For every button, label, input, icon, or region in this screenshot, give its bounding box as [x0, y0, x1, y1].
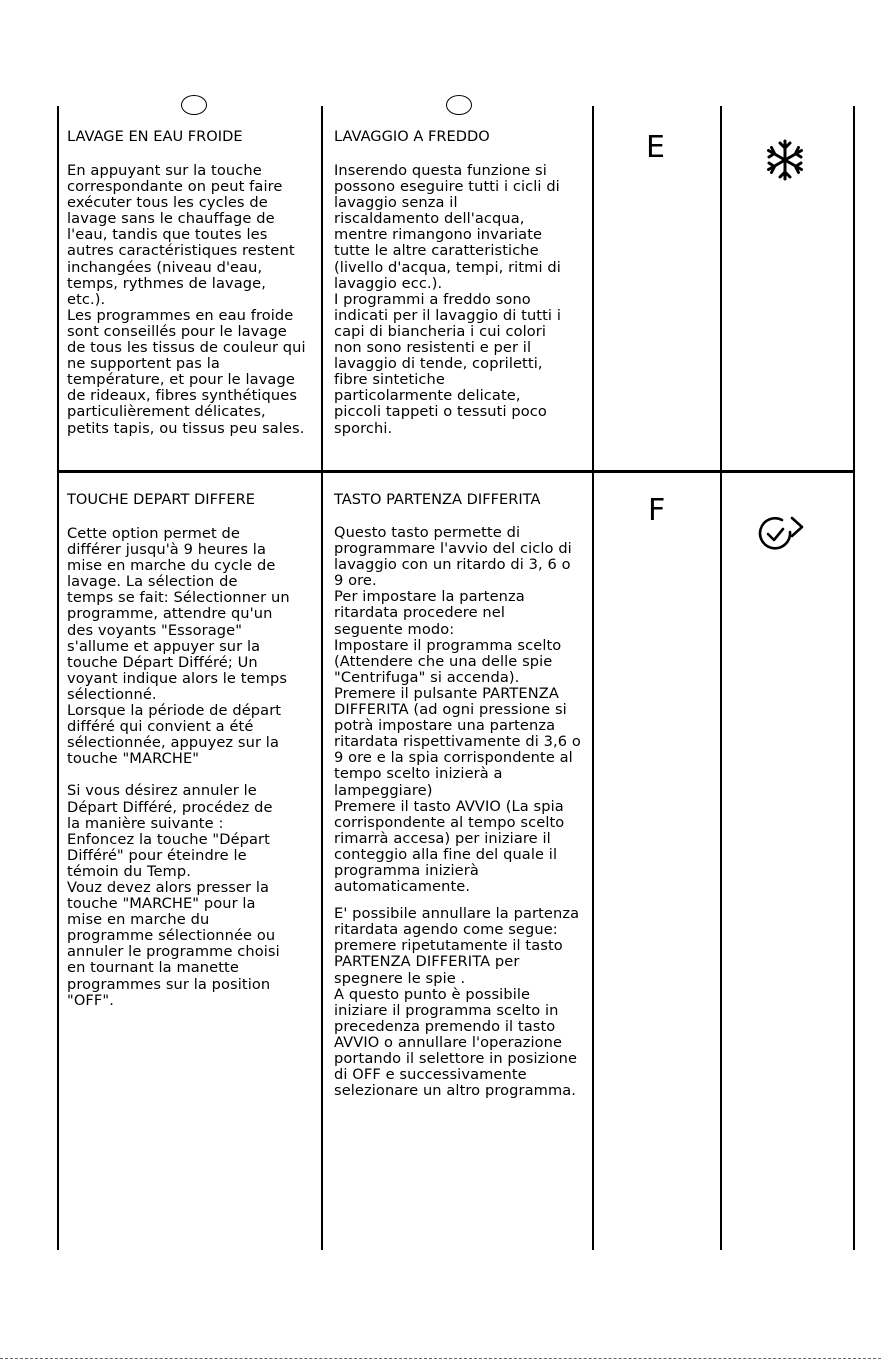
- row-f-italian-body: Questo tasto permette di programmare l'avvio del ciclo di lavaggio con un ritardo di 3, 6 o 9 ore. Per impostare la partenza ritardata procedere nel seguente modo: Impostare il programma scelto (Attendere che una delle spie "Centrifuga" si accenda). Premere il pulsante PARTENZA DIFFERITA (ad ogni pressione si potrà impostare una partenza ritardata rispettivamente di 3,6 o 9 ore e la spia corrispondente al tempo scelto inizierà a lampeggiare) Premere il tasto AVVIO (La spia corrispondente al tempo scelto rimarrà accesa) per iniziare il conteggio alla fine del quale il programma inizierà automaticamente.: [334, 524, 581, 896]
- snowflake-icon: [763, 138, 807, 182]
- row-e-italian-title: LAVAGGIO A FREDDO: [334, 128, 490, 145]
- cut-line: [0, 1358, 881, 1359]
- column-rule-2: [321, 106, 323, 1250]
- row-e-french-title: LAVAGE EN EAU FROIDE: [67, 128, 243, 145]
- column-rule-3: [592, 106, 594, 1250]
- row-f-italian-title: TASTO PARTENZA DIFFERITA: [334, 491, 541, 508]
- row-f-letter: F: [648, 493, 666, 528]
- row-f-italian-cell: [334, 491, 588, 1099]
- row-f-french-body: Cette option permet de différer jusqu'à 9 heures la mise en marche du cycle de lavage. La sélection de temps se fait: Sélectionner un programme, attendre qu'un des voyants "Essorage" s'allume et appuyer sur la touche Départ Différé; Un voyant indique alors le temps sélectionné. Lorsque la période de départ différé qui convient a été sélectionnée, appuyez sur la touche "MARCHE": [67, 525, 290, 768]
- row-e-italian-body: Inserendo questa funzione si possono eseguire tutti i cicli di lavaggio senza il riscaldamento dell'acqua, mentre rimangono invariate tutte le altre caratteristiche (livello d'acqua, tempi, ritmi di lavaggio ecc.). I programmi a freddo sono indicati per il lavaggio di tutti i capi di biancheria i cui colori non sono resistenti e per il lavaggio di tende, copriletti, fibre sintetiche particolarmente delicate, piccoli tappeti o tessuti poco sporchi.: [334, 162, 561, 437]
- delay-timer-icon: [756, 512, 808, 556]
- row-e-french-cell: [67, 128, 315, 437]
- row-separator: [57, 470, 855, 473]
- column-rule-1: [57, 106, 59, 1250]
- column-rule-4: [720, 106, 722, 1250]
- row-f-italian-body-cancel: E' possibile annullare la partenza ritardata agendo come segue: premere ripetutamente il tasto PARTENZA DIFFERITA per spegnere le spie . A questo punto è possibile iniziare il programma scelto in precedenza premendo il tasto AVVIO o annullare l'operazione portando il selettore in posizione di OFF e successivamente selezionare un altro programma.: [334, 905, 580, 1100]
- row-f-french-cell: [67, 491, 317, 1009]
- row-f-french-title: TOUCHE DEPART DIFFERE: [67, 491, 255, 508]
- language-marker-circle-it: [446, 95, 472, 115]
- row-e-letter: E: [646, 130, 665, 165]
- language-marker-circle-fr: [181, 95, 207, 115]
- column-rule-5: [853, 106, 855, 1250]
- row-e-italian-cell: [334, 128, 586, 437]
- row-e-french-body: En appuyant sur la touche correspondante on peut faire exécuter tous les cycles de lavage sans le chauffage de l'eau, tandis que toutes les autres caractéristiques restent inchangées (niveau d'eau, temps, rythmes de lavage, etc.). Les programmes en eau froide sont conseillés pour le lavage de tous les tissus de couleur qui ne supportent pas la température, et pour le lavage de rideaux, fibres synthétiques particulièrement délicates, petits tapis, ou tissus peu sales.: [67, 162, 306, 437]
- row-f-french-body-cancel: Si vous désirez annuler le Départ Différé, procédez de la manière suivante : Enfoncez la touche "Départ Différé" pour éteindre le témoin du Temp. Vouz devez alors presser la touche "MARCHE" pour la mise en marche du programme sélectionnée ou annuler le programme choisi en tournant la manette programmes sur la position "OFF".: [67, 782, 280, 1009]
